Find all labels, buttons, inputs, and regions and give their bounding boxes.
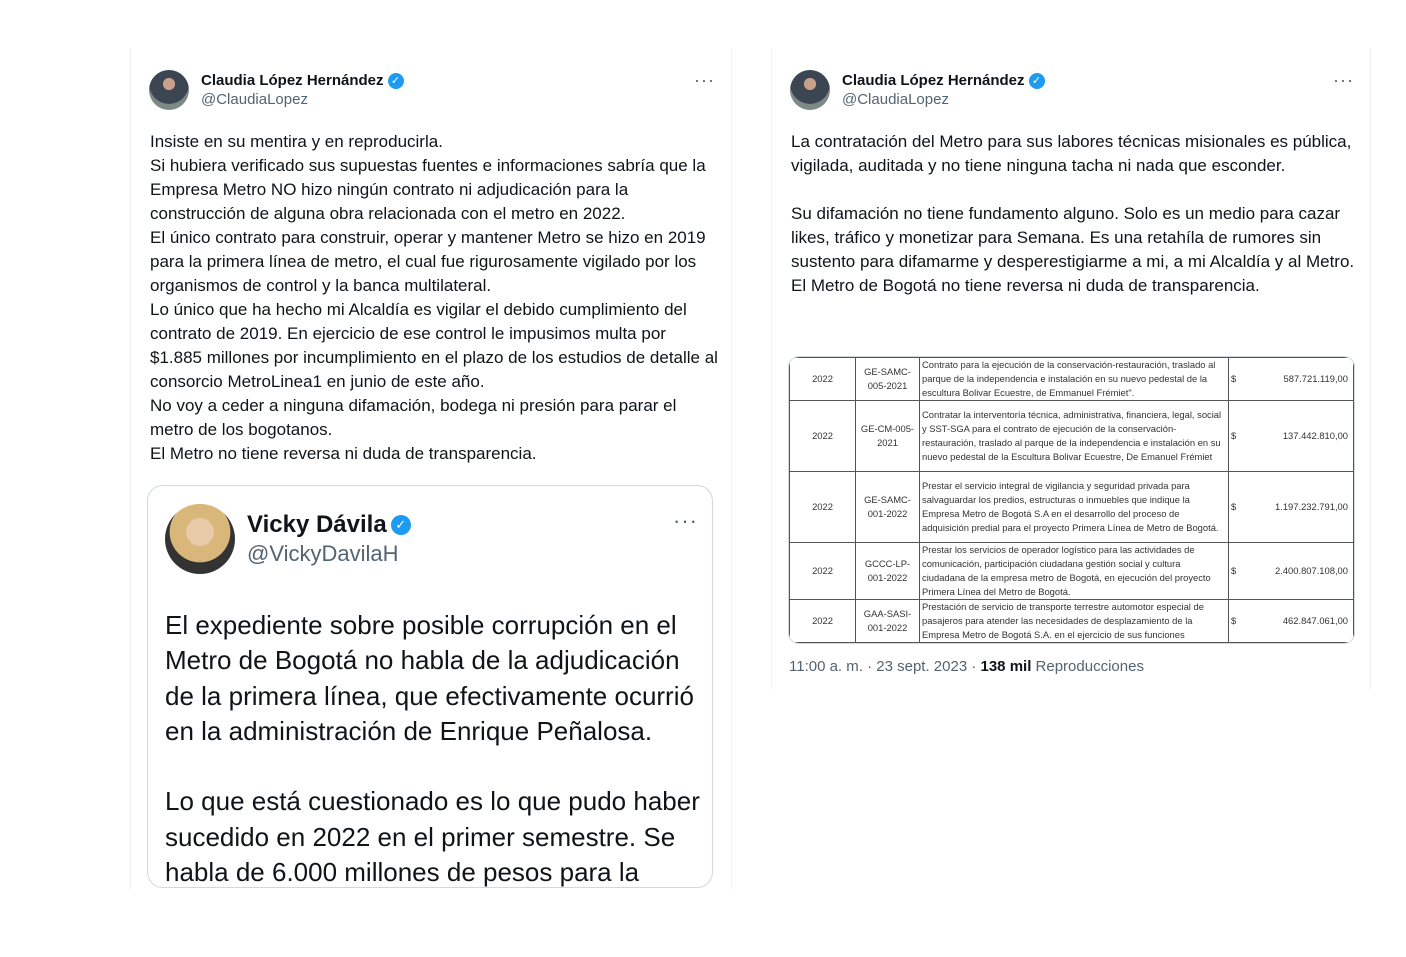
description-cell: Contrato para la ejecución de la conservación-restauración, traslado al parque de la independencia e instalación en su nuevo pedestal de la escultura Bolivar Ecuestre, de Emmanuel Frémiet". <box>920 358 1229 401</box>
right-tweet <box>771 48 1371 690</box>
table-row <box>790 472 1354 543</box>
currency-cell: $ <box>1229 472 1247 543</box>
author-name[interactable]: Claudia López Hernández <box>842 72 1025 89</box>
currency-cell: $ <box>1229 358 1247 401</box>
table-row <box>790 600 1354 643</box>
table-row <box>790 543 1354 600</box>
left-tweet <box>130 48 732 890</box>
quoted-tweet-text: El expediente sobre posible corrupción en el Metro de Bogotá no habla de la adjudicación de la primera línea, que efectivamente ocurrió en la administración de Enrique Peñalosa. Lo que está cuestionado es lo que pudo haber sucedido en 2022 en el primer semestre. Se habla de 6.000 millones de pesos para la <box>165 610 700 888</box>
author-handle[interactable]: @ClaudiaLopez <box>842 91 949 108</box>
contract-code-cell: GE-SAMC-005-2021 <box>856 358 920 401</box>
more-options-icon[interactable]: ··· <box>1333 70 1354 90</box>
description-cell: Prestar los servicios de operador logístico para las actividades de comunicación, participación ciudadana gestión social y cultura ciudadana de la empresa metro de Bogotá, en ejecución del proyecto Primera Línea del Metro de Bogotá. <box>920 543 1229 600</box>
amount-cell: 1.197.232.791,00 <box>1247 472 1354 543</box>
year-cell: 2022 <box>790 358 856 401</box>
timestamp[interactable]: 11:00 a. m. · 23 sept. 2023 · <box>789 658 981 675</box>
more-options-icon: ··· <box>673 508 698 533</box>
quoted-author-handle: @VickyDavilaH <box>247 541 399 566</box>
views-label: Reproducciones <box>1031 658 1144 675</box>
views-count: 138 mil <box>980 658 1032 675</box>
verified-icon: ✓ <box>1029 73 1045 89</box>
description-cell: Prestar el servicio integral de vigilancia y seguridad privada para salvaguardar los predios, estructuras o inmuebles que indique la Empresa Metro de Bogotá S.A en el desarrollo del proceso de adquisición predial para el proyecto Primera Línea de Metro de Bogotá. <box>920 472 1229 543</box>
year-cell: 2022 <box>790 600 856 643</box>
amount-cell: 587.721.119,00 <box>1247 358 1354 401</box>
verified-icon: ✓ <box>388 73 404 89</box>
avatar[interactable] <box>790 70 830 110</box>
quoted-avatar <box>165 504 235 574</box>
amount-cell: 462.847.061,00 <box>1247 600 1354 643</box>
tweet-header <box>149 70 404 110</box>
tweet-header <box>790 70 1045 110</box>
amount-cell: 2.400.807.108,00 <box>1247 543 1354 600</box>
quoted-author-name: Vicky Dávila <box>247 511 387 538</box>
table-row <box>790 401 1354 472</box>
avatar[interactable] <box>149 70 189 110</box>
verified-icon: ✓ <box>391 515 411 535</box>
contract-code-cell: GCCC-LP-001-2022 <box>856 543 920 600</box>
contracts-table-image[interactable] <box>789 357 1354 643</box>
tweet-meta <box>789 658 1144 675</box>
year-cell: 2022 <box>790 472 856 543</box>
description-cell: Prestación de servicio de transporte terrestre automotor especial de pasajeros para atender las necesidades de desplazamiento de la Empresa Metro de Bogotá S.A. en el ejercicio de sus funciones <box>920 600 1229 643</box>
quoted-tweet-image[interactable] <box>147 485 713 888</box>
author-name[interactable]: Claudia López Hernández <box>201 72 384 89</box>
year-cell: 2022 <box>790 401 856 472</box>
currency-cell: $ <box>1229 600 1247 643</box>
table-row <box>790 358 1354 401</box>
year-cell: 2022 <box>790 543 856 600</box>
contract-code-cell: GE-CM-005-2021 <box>856 401 920 472</box>
currency-cell: $ <box>1229 401 1247 472</box>
more-options-icon[interactable]: ··· <box>694 70 715 90</box>
description-cell: Contratar la interventoría técnica, administrativa, financiera, legal, social y SST-SGA para el contrato de ejecución de la conservación-restauración, traslado al parque de la independencia e instalación en su nuevo pedestal de la Escultura Bolivar Ecuestre, De Emanuel Frémiet <box>920 401 1229 472</box>
tweet-text: Insiste en su mentira y en reproducirla. Si hubiera verificado sus supuestas fuentes e informaciones sabría que la Empresa Metro NO hizo ningún contrato ni adjudicación para la construcción de alguna obra relacionada con el metro en 2022. El único contrato para construir, operar y mantener Metro se hizo en 2019 para la primera línea de metro, el cual fue rigurosamente vigilado por los organismos de control y la banca multilateral. Lo único que ha hecho mi Alcaldía es vigilar el debido cumplimiento del contrato de 2019. En ejercicio de ese control le impusimos multa por $1.885 millones por incumplimiento en el plazo de los estudios de detalle al consorcio MetroLinea1 en junio de este año. No voy a ceder a ninguna difamación, bodega ni presión para parar el metro de los bogotanos. El Metro no tiene reversa ni duda de transparencia. <box>150 132 718 463</box>
currency-cell: $ <box>1229 543 1247 600</box>
contract-code-cell: GE-SAMC-001-2022 <box>856 472 920 543</box>
author-handle[interactable]: @ClaudiaLopez <box>201 91 308 108</box>
contract-code-cell: GAA-SASI-001-2022 <box>856 600 920 643</box>
tweet-text: La contratación del Metro para sus labores técnicas misionales es pública, vigilada, auditada y no tiene ninguna tacha ni nada que esconder. Su difamación no tiene fundamento alguno. Solo es un medio para cazar likes, tráfico y monetizar para Semana. Es una retahíla de rumores sin sustento para difamarme y desperestigiarme a mi, a mi Alcaldía y al Metro. El Metro de Bogotá no tiene reversa ni duda de transparencia. <box>791 132 1355 295</box>
amount-cell: 137.442.810,00 <box>1247 401 1354 472</box>
